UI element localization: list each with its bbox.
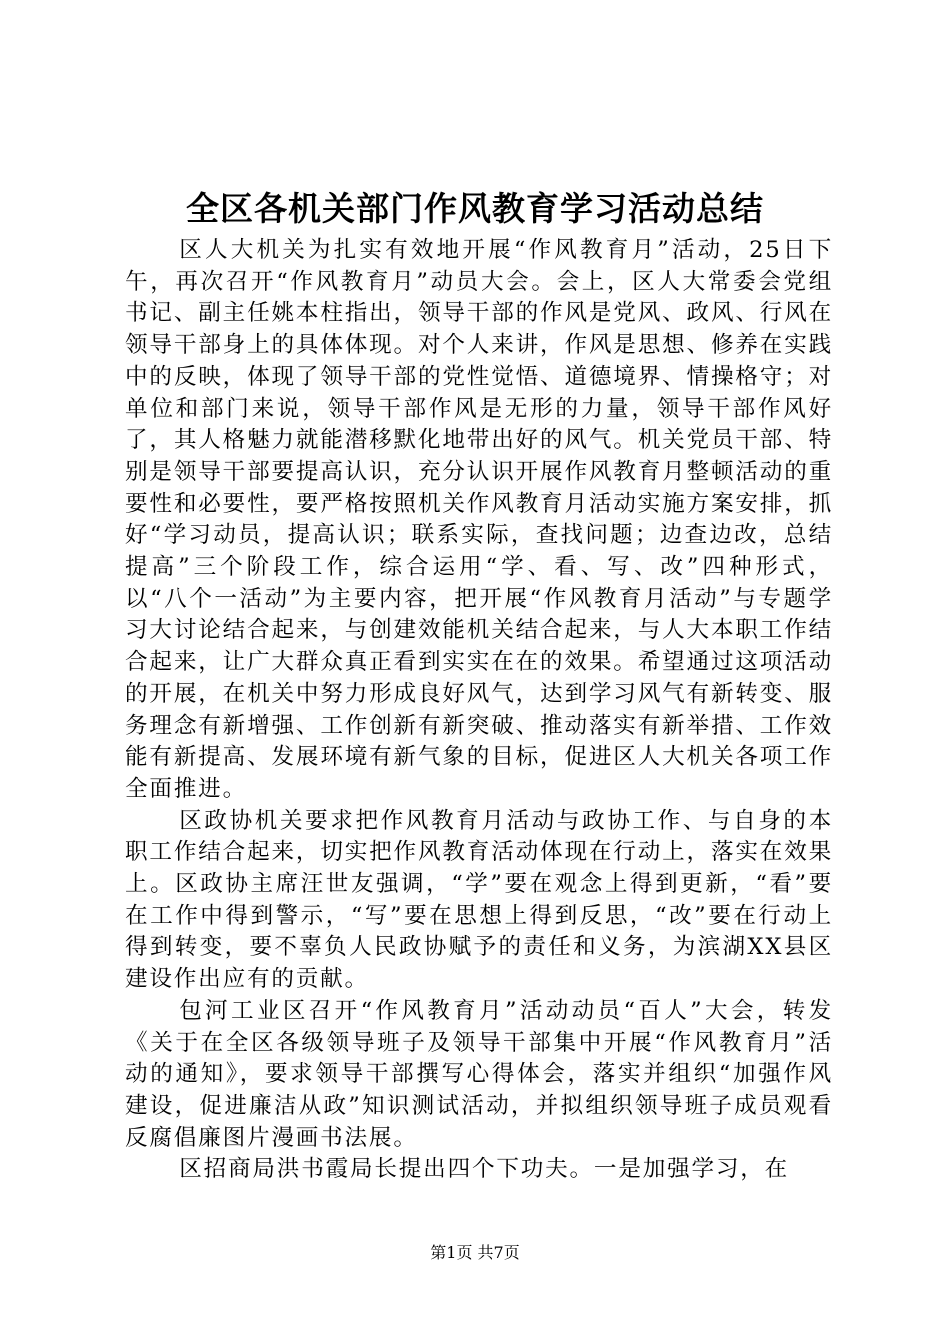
paragraph-zhengxie: 区政协机关要求把作风教育月活动与政协工作、与自身的本职工作结合起来，切实把作风教育活动体现在行动上，落实在效果上。区政协主席汪世友强调，“学”要在观念上得到更新，“看”要在工作中得到警示，“写”要在思想上得到反思，“改”要在行动上得到转变，要不辜负人民政协赋予的责任和义务，为滨湖XX县区建设作出应有的贡献。 — [125, 807, 833, 993]
paragraph-baohe: 包河工业区召开“作风教育月”活动动员“百人”大会，转发《关于在全区各级领导班子及领导干部集中开展“作风教育月”活动的通知》，要求领导干部撰写心得体会，落实并组织“加强作风建设，促进廉洁从政”知识测试活动，并拟组织领导班子成员观看反腐倡廉图片漫画书法展。 — [125, 997, 833, 1151]
document-body — [125, 235, 833, 1186]
page-number-footer: 第1页 共7页 — [430, 1243, 520, 1262]
paragraph-renda: 区人大机关为扎实有效地开展“作风教育月”活动，25日下午，再次召开“作风教育月”动员大会。会上，区人大常委会党组书记、副主任姚本柱指出，领导干部的作风是党风、政风、行风在领导干部身上的具体体现。对个人来讲，作风是思想、修养在实践中的反映，体现了领导干部的党性觉悟、道德境界、情操格守；对单位和部门来说，领导干部作风是无形的力量，领导干部作风好了，其人格魅力就能潜移默化地带出好的风气。机关党员干部、特别是领导干部要提高认识，充分认识开展作风教育月整顿活动的重要性和必要性，要严格按照机关作风教育月活动实施方案安排，抓好“学习动员，提高认识；联系实际，查找问题；边查边改，总结提高”三个阶段工作，综合运用“学、看、写、改”四种形式，以“八个一活动”为主要内容，把开展“作风教育月活动”与专题学习大讨论结合起来，与创建效能机关结合起来，与人大本职工作结合起来，让广大群众真正看到实实在在的效果。希望通过这项活动的开展，在机关中努力形成良好风气，达到学习风气有新转变、服务理念有新增强、工作创新有新突破、推动落实有新举措、工作效能有新提高、发展环境有新气象的目标，促进区人大机关各项工作全面推进。 — [125, 237, 833, 802]
document-title: 全区各机关部门作风教育学习活动总结 — [186, 189, 764, 228]
paragraph-zhaoshang: 区招商局洪书霞局长提出四个下功夫。一是加强学习，在 — [179, 1156, 790, 1183]
